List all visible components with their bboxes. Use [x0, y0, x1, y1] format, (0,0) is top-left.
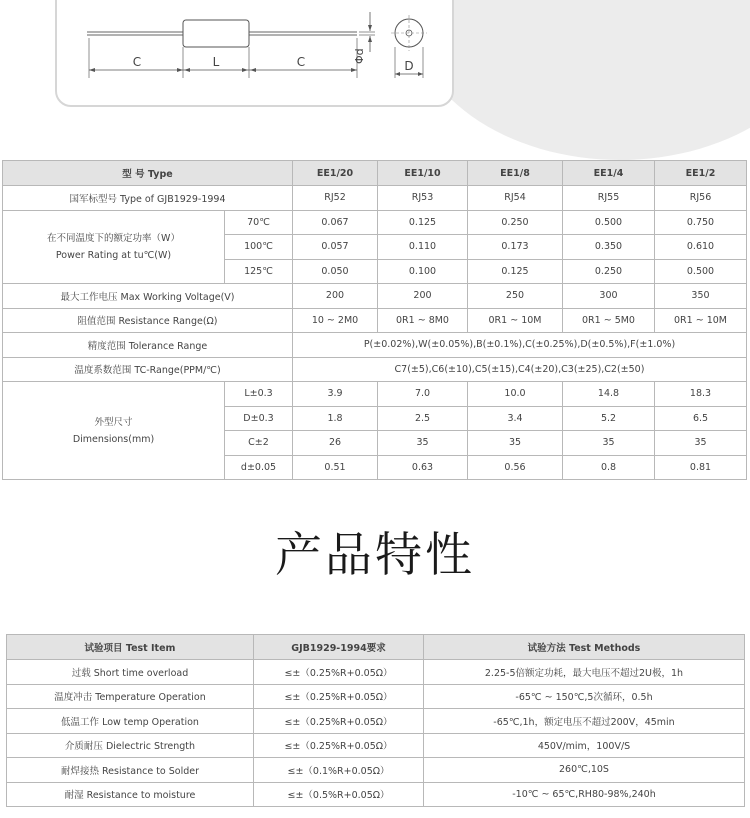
table-cell: RJ54: [468, 186, 563, 211]
table-cell: 2.5: [378, 406, 468, 431]
table-cell: 1.8: [293, 406, 378, 431]
resistance-label: 阻值范围 Resistance Range(Ω): [3, 308, 293, 333]
tc-label: 温度系数范围 TC-Range(PPM/℃): [3, 357, 293, 382]
spec-table: [2, 160, 747, 480]
table-row: [7, 782, 745, 807]
test-req: ≤±（0.5%R+0.05Ω）: [254, 782, 424, 807]
header-test-item: 试验项目 Test Item: [7, 635, 254, 660]
table-cell: 0.050: [293, 259, 378, 284]
table-cell: RJ52: [293, 186, 378, 211]
power-label-en: Power Rating at tu℃(W): [55, 249, 172, 261]
section-title: 产品特性: [275, 528, 475, 583]
table-cell: 0.057: [293, 235, 378, 260]
table-cell: 35: [655, 431, 747, 456]
power-label-cn: 在不同温度下的额定功率（W）: [47, 232, 180, 244]
table-cell: 250: [468, 284, 563, 309]
table-row: [7, 709, 745, 734]
table-cell: 0R1 ~ 8M0: [378, 308, 468, 333]
table-cell: 0.350: [563, 235, 655, 260]
table-cell: 300: [563, 284, 655, 309]
header-ee1-8: EE1/8: [468, 161, 563, 186]
table-cell: 0R1 ~ 10M: [655, 308, 747, 333]
dim-param: L±0.3: [225, 382, 293, 407]
header-gjb-req: GJB1929-1994要求: [254, 635, 424, 660]
test-method: -65℃,1h，额定电压不超过200V，45min: [424, 709, 745, 734]
test-item: 温度冲击 Temperature Operation: [7, 684, 254, 709]
header-ee1-20: EE1/20: [293, 161, 378, 186]
table-cell: 0.51: [293, 455, 378, 480]
table-cell: 200: [293, 284, 378, 309]
table-cell: 0.8: [563, 455, 655, 480]
table-row: [7, 660, 745, 685]
table-cell: 0.250: [563, 259, 655, 284]
test-method: -65℃ ~ 150℃,5次循环，0.5h: [424, 684, 745, 709]
background-circle: [410, 0, 750, 160]
header-ee1-2: EE1/2: [655, 161, 747, 186]
spec-header-row: [3, 161, 747, 186]
table-cell: 0.610: [655, 235, 747, 260]
table-cell: 0.500: [563, 210, 655, 235]
test-item: 过载 Short time overload: [7, 660, 254, 685]
power-temp: 70℃: [225, 210, 293, 235]
resistor-drawing: [57, 0, 452, 105]
dimension-diagram: [55, 0, 454, 107]
dim-param: D±0.3: [225, 406, 293, 431]
dim-label-c-right: C: [296, 55, 306, 69]
table-cell: 350: [655, 284, 747, 309]
table-cell: 0.250: [468, 210, 563, 235]
test-req: ≤±（0.25%R+0.05Ω）: [254, 733, 424, 758]
table-cell: 35: [468, 431, 563, 456]
tolerance-row: [3, 333, 747, 358]
dimensions-label-cn: 外型尺寸: [94, 416, 133, 428]
dimensions-label-en: Dimensions(mm): [72, 433, 155, 445]
table-cell: 14.8: [563, 382, 655, 407]
table-cell: 0.56: [468, 455, 563, 480]
table-row: [7, 684, 745, 709]
tc-row: [3, 357, 747, 382]
dim-row-l: [3, 382, 747, 407]
table-cell: 0R1 ~ 5M0: [563, 308, 655, 333]
table-cell: 10.0: [468, 382, 563, 407]
table-cell: 0.173: [468, 235, 563, 260]
dim-param: C±2: [225, 431, 293, 456]
header-test-method: 试验方法 Test Methods: [424, 635, 745, 660]
table-cell: 0R1 ~ 10M: [468, 308, 563, 333]
table-row: [7, 733, 745, 758]
gjb-row: [3, 186, 747, 211]
table-cell: 18.3: [655, 382, 747, 407]
power-temp: 100℃: [225, 235, 293, 260]
test-req: ≤±（0.25%R+0.05Ω）: [254, 709, 424, 734]
table-cell: RJ56: [655, 186, 747, 211]
test-method: 260℃,10S: [424, 758, 745, 783]
test-item: 耐焊接热 Resistance to Solder: [7, 758, 254, 783]
gjb-label: 国军标型号 Type of GJB1929-1994: [3, 186, 293, 211]
test-header-row: [7, 635, 745, 660]
table-cell: 35: [378, 431, 468, 456]
tolerance-label: 精度范围 Tolerance Range: [3, 333, 293, 358]
table-cell: 200: [378, 284, 468, 309]
header-ee1-10: EE1/10: [378, 161, 468, 186]
dim-label-d-body: D: [404, 59, 414, 73]
test-req: ≤±（0.1%R+0.05Ω）: [254, 758, 424, 783]
test-method: -10℃ ~ 65℃,RH80-98%,240h: [424, 782, 745, 807]
test-req: ≤±（0.25%R+0.05Ω）: [254, 660, 424, 685]
test-req: ≤±（0.25%R+0.05Ω）: [254, 684, 424, 709]
table-cell: 35: [563, 431, 655, 456]
voltage-label: 最大工作电压 Max Working Voltage(V): [3, 284, 293, 309]
tolerance-value: P(±0.02%),W(±0.05%),B(±0.1%),C(±0.25%),D(±0.5%),F(±1.0%): [293, 333, 747, 358]
table-cell: 0.750: [655, 210, 747, 235]
dim-param: d±0.05: [225, 455, 293, 480]
test-item: 低温工作 Low temp Operation: [7, 709, 254, 734]
table-cell: 0.500: [655, 259, 747, 284]
power-label: [3, 210, 225, 284]
table-row: [7, 758, 745, 783]
dim-label-phi-d: Φd: [353, 48, 366, 64]
table-cell: 0.81: [655, 455, 747, 480]
table-cell: 0.125: [378, 210, 468, 235]
table-cell: 5.2: [563, 406, 655, 431]
table-cell: RJ55: [563, 186, 655, 211]
table-cell: 0.100: [378, 259, 468, 284]
table-cell: 6.5: [655, 406, 747, 431]
test-method: 450V/mim，100V/S: [424, 733, 745, 758]
power-temp: 125℃: [225, 259, 293, 284]
table-cell: 7.0: [378, 382, 468, 407]
table-cell: 0.125: [468, 259, 563, 284]
test-method: 2.25-5倍额定功耗，最大电压不超过2U极，1h: [424, 660, 745, 685]
test-table: [6, 634, 745, 807]
header-ee1-4: EE1/4: [563, 161, 655, 186]
power-row-70: [3, 210, 747, 235]
table-cell: 0.067: [293, 210, 378, 235]
dimensions-label: [3, 382, 225, 480]
table-cell: 0.110: [378, 235, 468, 260]
dim-label-l: L: [212, 55, 220, 69]
test-item: 耐湿 Resistance to moisture: [7, 782, 254, 807]
header-type: 型 号 Type: [3, 161, 293, 186]
voltage-row: [3, 284, 747, 309]
resistance-row: [3, 308, 747, 333]
tc-value: C7(±5),C6(±10),C5(±15),C4(±20),C3(±25),C2(±50): [293, 357, 747, 382]
dim-label-c-left: C: [132, 55, 142, 69]
table-cell: 3.4: [468, 406, 563, 431]
table-cell: 26: [293, 431, 378, 456]
table-cell: RJ53: [378, 186, 468, 211]
table-cell: 3.9: [293, 382, 378, 407]
test-item: 介质耐压 Dielectric Strength: [7, 733, 254, 758]
table-cell: 0.63: [378, 455, 468, 480]
resistor-body: [183, 20, 249, 47]
table-cell: 10 ~ 2M0: [293, 308, 378, 333]
